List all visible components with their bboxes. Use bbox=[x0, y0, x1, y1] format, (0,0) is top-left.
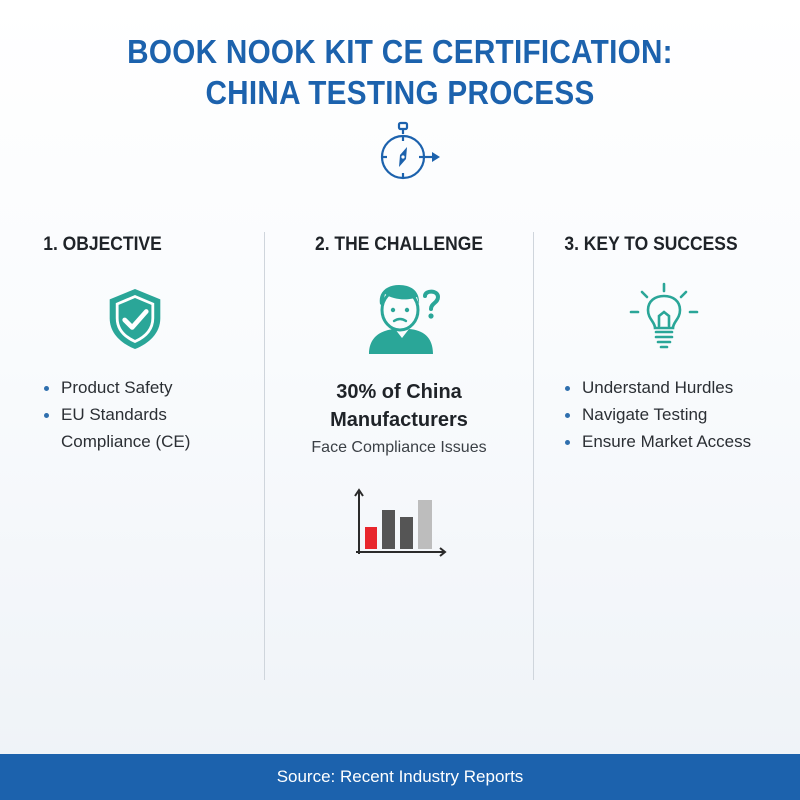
page-title bbox=[40, 31, 760, 113]
stat-line-2: Manufacturers bbox=[330, 409, 468, 431]
objective-heading: 1. OBJECTIVE bbox=[43, 234, 162, 255]
bar-chart-icon bbox=[352, 488, 448, 560]
success-list bbox=[565, 374, 751, 455]
list-item: Understand Hurdles bbox=[565, 374, 751, 401]
list-item: Navigate Testing bbox=[565, 401, 751, 428]
shield-check-icon bbox=[105, 285, 165, 353]
list-item: Product Safety bbox=[44, 374, 190, 401]
lightbulb-icon bbox=[628, 282, 700, 354]
challenge-heading: 2. THE CHALLENGE bbox=[314, 234, 484, 255]
column-divider-left bbox=[264, 232, 265, 680]
compass-icon bbox=[364, 121, 444, 189]
source-text: Source: Recent Industry Reports bbox=[276, 767, 524, 786]
stat-caption: Face Compliance Issues bbox=[311, 439, 487, 456]
list-item: Compliance (CE) bbox=[61, 432, 191, 451]
list-item: EU Standards bbox=[44, 401, 190, 428]
confused-person-icon bbox=[365, 282, 445, 356]
stat-line-1: 30% of China bbox=[336, 381, 462, 403]
column-divider-right bbox=[533, 232, 534, 680]
challenge-stat bbox=[266, 378, 532, 461]
objective-list bbox=[44, 374, 190, 455]
title-line-2: CHINA TESTING PROCESS bbox=[205, 74, 595, 111]
source-footer bbox=[0, 754, 800, 800]
title-line-1: BOOK NOOK KIT CE CERTIFICATION: bbox=[127, 33, 673, 70]
objective-column bbox=[0, 232, 266, 451]
success-column bbox=[534, 232, 800, 451]
list-item: Ensure Market Access bbox=[565, 428, 751, 455]
success-heading: 3. KEY TO SUCCESS bbox=[564, 234, 738, 255]
challenge-column bbox=[266, 232, 532, 456]
